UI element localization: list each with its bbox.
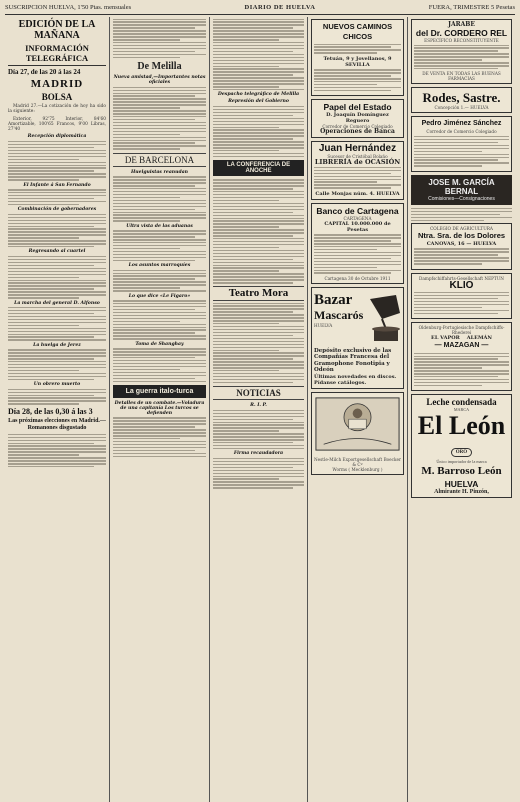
ad-subtitle: Comisiones—Consignaciones xyxy=(428,195,495,202)
article-text xyxy=(213,458,304,489)
ad-subtitle: Sucesor de Cristóbal Bolaño xyxy=(327,154,388,160)
ad-line: Corredor de Comercio Colegiado xyxy=(322,124,393,130)
article-text xyxy=(8,214,106,248)
ad-head: Dampfschiffahrts-Gesellschaft NEPTUN xyxy=(419,275,504,281)
ad-title: JARABE xyxy=(448,21,475,28)
ad-brand: Nestle-Milch Exportgesellschaft Boecker & Cº xyxy=(314,456,402,467)
ad-head: Oldenburg-Portugiesische Dampfschiffs-Rhederei xyxy=(418,325,505,336)
ad-novedades: Últimas novedades en discos. xyxy=(314,373,397,380)
article-kicker: Lo que dice «Le Figaro» xyxy=(128,293,191,299)
gramophone-icon xyxy=(366,293,404,345)
ad-oldenburg xyxy=(411,322,512,391)
ad-description: Depósito exclusivo de las Compañías Francesa del Gramophone Fonotipia y Odeón xyxy=(314,347,392,374)
column-4 xyxy=(308,17,408,802)
column-2 xyxy=(110,17,210,802)
ad-title: Bazar xyxy=(314,291,353,308)
ad-libreria xyxy=(311,141,404,200)
ad-caminos-chicos xyxy=(311,19,404,96)
ad-title: Banco de Cartagena xyxy=(316,205,399,216)
ad-date: Cartagena 30 de Octubre 1911 xyxy=(324,275,391,281)
article-kicker: Toma de Shanghay xyxy=(135,341,184,347)
article-kicker: Recepción diplomática xyxy=(27,134,87,140)
ad-title: Papel del Estado xyxy=(323,102,392,113)
ad-oro-badge: ORO xyxy=(451,448,472,457)
ad-title: NUEVOS CAMINOS CHICOS xyxy=(322,22,393,41)
article-text xyxy=(213,106,304,157)
article-text xyxy=(213,303,304,384)
ad-catalogos: Pídanse catálogos. xyxy=(314,379,367,386)
edition-heading: EDICIÓN DE LA MAÑANA xyxy=(18,19,96,41)
article-kicker: Combinación de gobernadores xyxy=(17,207,97,213)
bolsa-values: Exterior, 92'75 Interior, 84'60 Amortizable, 100'65 Francos, 9'00 Libras, 27'40 xyxy=(8,116,106,133)
ad-ops: Operaciones de Banca xyxy=(320,128,395,136)
article-kicker: Despacho telegráfico de Melilla xyxy=(217,92,300,98)
city-heading: MADRID xyxy=(30,78,84,90)
section-teatro: Teatro Mora xyxy=(213,286,304,301)
subscription-outside: FUERA, TRIMESTRE 5 Pesetas xyxy=(428,4,515,11)
article-text xyxy=(213,410,304,450)
ad-title: JOSE M. GARCÍA BERNAL xyxy=(428,177,495,196)
article-text xyxy=(113,348,206,382)
ad-neptun xyxy=(411,273,512,320)
ad-garcia-bernal xyxy=(411,175,512,205)
article-kicker: Un obrero muerto xyxy=(33,382,81,388)
ad-title: Juan Hernández xyxy=(318,143,397,155)
ad-city: HUELVA xyxy=(314,322,333,328)
article-text xyxy=(8,256,106,299)
ad-city: HUELVA xyxy=(444,479,479,490)
ad-importador: Único importador de la marca xyxy=(436,459,487,465)
ad-city: SEVILLA xyxy=(345,61,370,68)
ad-leche-el-leon xyxy=(411,394,512,498)
article-kicker: Ultra vista de las aduanas xyxy=(126,223,193,229)
subscription-local: SUSCRIPCION HUELVA, 1'50 Ptas. mensuales xyxy=(5,4,132,11)
article-kicker: Los asuntos marroquíes xyxy=(128,263,191,269)
article-text xyxy=(8,141,106,181)
section-noticias: NOTICIAS xyxy=(213,386,304,400)
ad-title: Leche condensada xyxy=(426,397,497,408)
article-text xyxy=(213,179,304,283)
ad-heading: LIBRERÍA de OCASIÓN xyxy=(314,158,401,167)
ad-subtitle: Corredor de Comercio Colegiado xyxy=(426,129,497,135)
article-kicker: Nueva amistad,—Importantes notas oficiales xyxy=(113,75,206,86)
ad-rodes-sastre xyxy=(411,87,512,113)
article-kicker: Firma recaudadora xyxy=(233,451,284,457)
banner-italo-turca: La guerra italo-turca xyxy=(113,385,206,398)
ad-address: Tetuán, 9 y Jovellanos, 9 xyxy=(323,55,392,62)
ad-capital: CAPITAL 10.000.000 de Pesetas xyxy=(324,220,391,233)
article-text xyxy=(8,189,106,205)
ad-address: CANOVAS, 16 — HUELVA xyxy=(426,240,497,247)
article-text xyxy=(113,87,206,150)
article-text xyxy=(8,389,106,405)
article-text xyxy=(113,230,206,261)
bolsa-heading: BOLSA xyxy=(41,92,73,102)
bolsa-intro: Madrid 27.—La cotización de hoy ha sido la siguiente: xyxy=(8,104,106,115)
ad-title: Ntra. Sra. de los Dolores xyxy=(417,230,506,240)
ad-head: COLEGIO DE AGRICULTURA xyxy=(430,225,493,231)
ad-vapor-label: EL VAPOR xyxy=(431,335,460,342)
ad-venta: DE VENTA EN TODAS LAS BUENAS FARMACIAS xyxy=(422,71,501,82)
masthead-strip xyxy=(5,3,515,15)
newspaper-title: DIARIO DE HUELVA xyxy=(244,4,316,11)
date-heading: Día 27, de las 20 á las 24 xyxy=(8,68,81,76)
ad-address: Almirante H. Pinzón, xyxy=(434,489,489,496)
ad-flag: ALEMÁN xyxy=(466,335,492,342)
article-kicker: Regresando al cuartel xyxy=(28,249,86,255)
ad-brand: El León xyxy=(417,411,506,441)
article-kicker: La huelga de Jerez xyxy=(33,342,81,348)
article-kicker: Detalles de un combate.—Voladura de una capitanía Los turcos se defienden xyxy=(114,400,205,416)
column-1 xyxy=(5,17,110,802)
article-kicker: La marcha del general D. Alfonso xyxy=(14,300,100,306)
section-barcelona: DE BARCELONA xyxy=(113,153,206,167)
ad-bazar-mascaros xyxy=(311,287,404,389)
ad-ship: KLIO xyxy=(449,279,474,291)
article-text xyxy=(8,434,106,468)
article-text xyxy=(113,270,206,292)
article-text xyxy=(8,307,106,341)
ad-ship: — MAZAGAN — xyxy=(434,342,489,350)
ad-importer-name: M. Barroso León xyxy=(421,465,502,478)
ad-city: CARTAGENA xyxy=(343,215,372,221)
article-text xyxy=(113,417,206,457)
article-kicker: Huelguistas reanudan xyxy=(130,169,189,175)
ad-address: Concepción 1.— HUELVA xyxy=(434,105,489,111)
section-heading: INFORMACIÓN TELEGRÁFICA xyxy=(8,43,106,66)
article-kicker: Represión del Gobierno xyxy=(228,99,289,105)
article-kicker: El Infante á San Fernando xyxy=(23,182,91,188)
article-kicker: R. I. P. xyxy=(250,403,267,409)
ad-title: Rodes, Sastre. xyxy=(422,90,501,106)
ad-nestle-milch xyxy=(311,392,404,475)
ad-subtitle: D. Joaquín Domínguez Reguero xyxy=(326,112,389,125)
article-text xyxy=(113,176,206,221)
ad-banco-cartagena xyxy=(311,203,404,284)
ad-papel-estado xyxy=(311,99,404,138)
banner-conferencia: LA CONFERENCIA DE ANOCHE xyxy=(213,160,304,176)
article-text xyxy=(411,208,512,221)
ad-doctor: del Dr. CORDERO REL xyxy=(415,28,508,38)
ad-pedro-jimenez xyxy=(411,116,512,171)
elections-heading: Las próximas elecciones en Madrid.—Romanones disgustado xyxy=(8,417,106,431)
article-text xyxy=(213,19,304,91)
milk-tin-illustration xyxy=(314,395,401,453)
ad-city: Worms ( Mecklenburg ) xyxy=(332,466,383,472)
date-heading-2: Día 28, de las 0,30 á las 3 xyxy=(8,406,93,416)
section-melilla: De Melilla xyxy=(137,61,182,73)
ad-colegio xyxy=(411,223,512,270)
ad-jarabe xyxy=(411,19,512,84)
ad-subtitle: ESPECÍFICO RECONSTITUYENTE xyxy=(424,38,499,43)
article-text xyxy=(8,349,106,380)
ad-address: Calle Monjas núm. 4. HUELVA xyxy=(315,190,400,197)
column-5 xyxy=(408,17,515,802)
article-text xyxy=(113,19,206,59)
ad-marca: MARCA xyxy=(453,407,470,413)
column-3 xyxy=(210,17,308,802)
ad-title-2: Mascarós xyxy=(314,307,364,322)
article-text xyxy=(113,300,206,340)
ad-title: Pedro Jiménez Sánchez xyxy=(421,120,502,128)
